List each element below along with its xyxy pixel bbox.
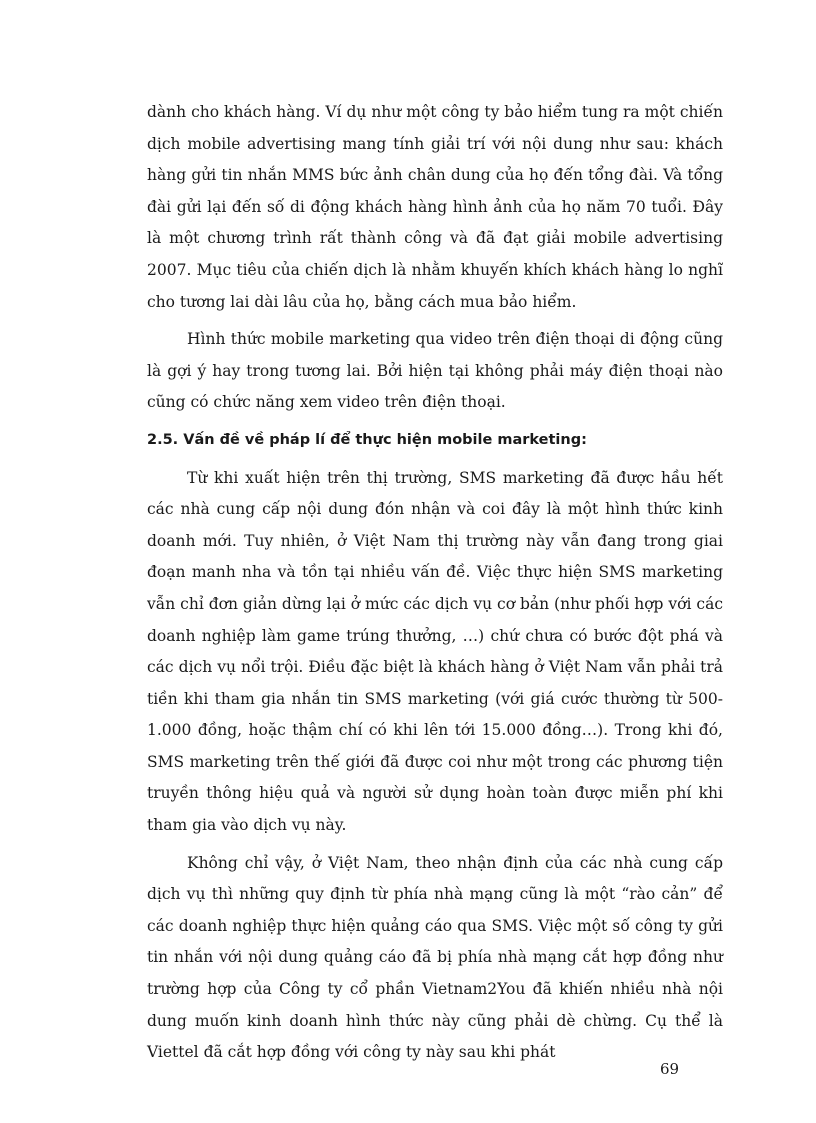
paragraph-insurance-example: dành cho khách hàng. Ví dụ như một công ty bảo hiểm tung ra một chiến dịch mobile advertising mang tính giải trí với nội dung như sau: khách hàng gửi tin nhắn MMS bức ảnh chân dung của họ đến tổng đài. Và tổng đài gửi lại đến số di động khách hàng hình ảnh của họ năm 70 tuổi. Đây là một chương trình rất thành công và đã đạt giải mobile advertising 2007. Mục tiêu của chiến dịch là nhằm khuyến khích khách hàng lo nghĩ cho tương lai dài lâu của họ, bằng cách mua bảo hiểm. — [147, 103, 723, 311]
paragraph-sms-marketing: Từ khi xuất hiện trên thị trường, SMS marketing đã được hầu hết các nhà cung cấp nội dung đón nhận và coi đây là một hình thức kinh doanh mới. Tuy nhiên, ở Việt Nam thị trường này vẫn đang trong giai đoạn manh nha và tồn tại nhiều vấn đề. Việc thực hiện SMS marketing vẫn chỉ đơn giản dừng lại ở mức các dịch vụ cơ bản (như phối hợp với các doanh nghiệp làm game trúng thưởng, …) chứ chưa có bước đột phá và các dịch vụ nổi trội. Điều đặc biệt là khách hàng ở Việt Nam vẫn phải trả tiền khi tham gia nhắn tin SMS marketing (với giá cước thường từ 500-1.000 đồng, hoặc thậm chí có khi lên tới 15.000 đồng…). Trong khi đó, SMS marketing trên thế giới đã được coi như một trong các phương tiện truyền thông hiệu quả và người sử dụng hoàn toàn được miễn phí khi tham gia vào dịch vụ này. — [147, 468, 723, 835]
page-number: 69 — [660, 1060, 680, 1078]
paragraph-video-marketing: Hình thức mobile marketing qua video trên điện thoại di động cũng là gợi ý hay trong tương lai. Bởi hiện tại không phải máy điện thoại nào cũng có chức năng xem video trên điện thoại. — [147, 330, 723, 412]
section-heading: 2.5. Vấn đề về pháp lí để thực hiện mobile marketing: — [147, 431, 587, 448]
paragraph-network-barriers: Không chỉ vậy, ở Việt Nam, theo nhận định của các nhà cung cấp dịch vụ thì những quy định từ phía nhà mạng cũng là một “rào cản” để các doanh nghiệp thực hiện quảng cáo qua SMS. Việc một số công ty gửi tin nhắn với nội dung quảng cáo đã bị phía nhà mạng cắt hợp đồng như trường hợp của Công ty cổ phần Vietnam2You đã khiến nhiều nhà nội dung muốn kinh doanh hình thức này cũng phải dè chừng. Cụ thể là Viettel đã cắt hợp đồng với công ty này sau khi phát — [147, 853, 723, 1062]
document-page — [147, 97, 723, 1075]
